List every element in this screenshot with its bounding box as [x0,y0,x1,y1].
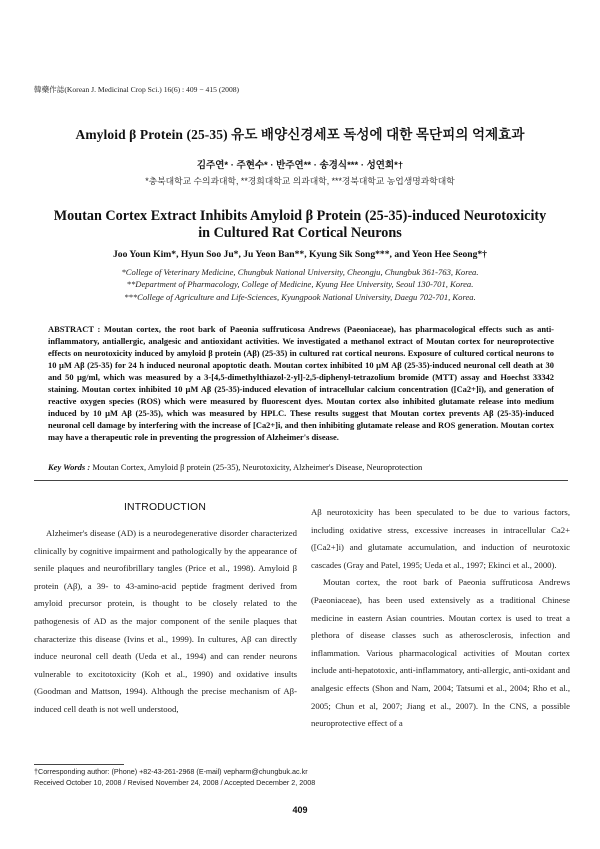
page-number: 409 [292,805,308,815]
keywords-list: Moutan Cortex, Amyloid β protein (25-35), Neurotoxicity, Alzheimer's Disease, Neuroprotection [92,462,423,472]
korean-affiliations: *충북대학교 수의과대학, **경희대학교 의과대학, ***경북대학교 농업생명과학대학 [145,176,455,186]
intro-paragraph-2: Aβ neurotoxicity has been speculated to be due to various factors, including oxidative stress, excessive increases in intracellular Ca2+ ([Ca2+]i) and glutamate accumulation, and induction of neurotoxic cascades (Gray and Patel, 1995; Ueda et al., 1997; Ekinci et al., 2000). [311,507,570,570]
left-column [34,525,297,719]
abstract: ABSTRACT : Moutan cortex, the root bark of Paeonia suffruticosa Andrews (Paeoniaceae), has pharmacological effects such as anti-inflammatory, antiallergic, analgesic and antioxidant activities. We investigated a methanol extract of Moutan cortex for neuroprotective effects on neurotoxicity induced by amyloid β protein (Aβ) (25-35) in cultured rat cortical neurons. Exposure of cultured cortical neurons to 10 µM Aβ (25-35) for 24 h induced neuronal apoptotic death. Moutan cortex inhibited 10 µM Aβ (25-35)-induced neuronal cell death at 30 and 50 µg/ml, which was measured by a 3-[4,5-dimethylthiazol-2-yl]-2,5-diphenyl-tetrazolium bromide (MTT) assay and Hoechst 33342 staining. Moutan cortex inhibited 10 µM Aβ (25-35)-induced elevation of intracellular calcium concentration ([Ca2+]i), and generation of reactive oxygen species (ROS) which were measured by fluorescent dyes. Moutan cortex also inhibited glutamate release into medium induced by 10 µM Aβ (25-35), which was measured by HPLC. These results suggest that Moutan cortex prevents Aβ (25-35)-induced neuronal cell damage by interfering with the increase of [Ca2+]i, and then inhibiting glutamate release and ROS generation. Moutan cortex may have a therapeutic role in preventing the progression of Alzheimer's disease. [48,324,554,442]
english-title [0,208,600,242]
header-divider [34,480,568,481]
affiliation-2: **Department of Pharmacology, College of Medicine, Kyung Hee University, Seoul 130-701, Korea. [126,279,474,290]
right-column [311,504,570,733]
footnote-corresponding-author: †Corresponding author: (Phone) +82-43-261-2968 (E-mail) vepharm@chungbuk.ac.kr [34,767,308,776]
english-affiliations [0,266,600,303]
section-heading-introduction: INTRODUCTION [123,502,207,513]
intro-paragraph-1: Alzheimer's disease (AD) is a neurodegenerative disorder characterized clinically by cognitive impairment and pathologically by the appearance of senile plaques and neurofibrillary tangles (Price et al., 1998). Amyloid β protein (Aβ), a 39- to 43-amino-acid peptide fragment derived from amyloid precursor protein, is thought to be closely related to the pathogenesis of AD as the major component of the senile plaques that characterize this disease (Ivins et al., 1999). In cultures, Aβ can directly induce neuronal cell death (Ueda et al., 1994) and can render neurons vulnerable to excitotoxicity (Koh et al., 1990) and oxidative insults (Goodman and Mattson, 1994). Although the precise mechanism of Aβ-induced cell death is not well understood, [34,528,297,714]
journal-citation: 韓藥作誌(Korean J. Medicinal Crop Sci.) 16(6) : 409 − 415 (2008) [34,85,240,94]
english-title-line-1: Moutan Cortex Extract Inhibits Amyloid β Protein (25-35)-induced Neurotoxicity [53,208,547,224]
affiliation-3: ***College of Agriculture and Life-Sciences, Kyungpook National University, Daegu 702-701, Korea. [124,291,476,302]
intro-paragraph-3: Moutan cortex, the root bark of Paeonia suffruticosa Andrews (Paeoniaceae), has been used extensively as a traditional Chinese medicine in eastern Asian countries. Moutan cortex is used to treat a plethora of disease classes such as atherosclerosis, infection and inflammation. Various pharmacological activities of Moutan cortex include anti-hepatotoxic, anti-inflammatory, anti-allergic, anti-oxidant and analgesic effects (Shon and Nam, 2004; Tatsumi et al., 2004; Rho et al., 2005; Chun et al, 2007; Jiang et al., 2007). In the CNS, a possible neuroprotective effect of a [311,577,570,729]
english-title-line-2: in Cultured Rat Cortical Neurons [198,225,402,241]
english-authors: Joo Youn Kim*, Hyun Soo Ju*, Ju Yeon Ban**, Kyung Sik Song***, and Yeon Hee Seong*† [113,249,487,260]
footnote-received-dates: Received October 10, 2008 / Revised November 24, 2008 / Accepted December 2, 2008 [34,778,316,787]
affiliation-1: *College of Veterinary Medicine, Chungbuk National University, Cheongju, Chungbuk 361-763, Korea. [121,267,479,277]
korean-title: Amyloid β Protein (25-35) 유도 배양신경세포 독성에 대한 목단피의 억제효과 [75,127,525,142]
keywords [48,462,558,472]
keywords-label: Key Words : [48,462,91,472]
korean-authors: 김주연* · 주현수* · 반주연** · 송경식*** · 성연희*† [196,160,404,171]
footnote-divider [34,764,124,765]
